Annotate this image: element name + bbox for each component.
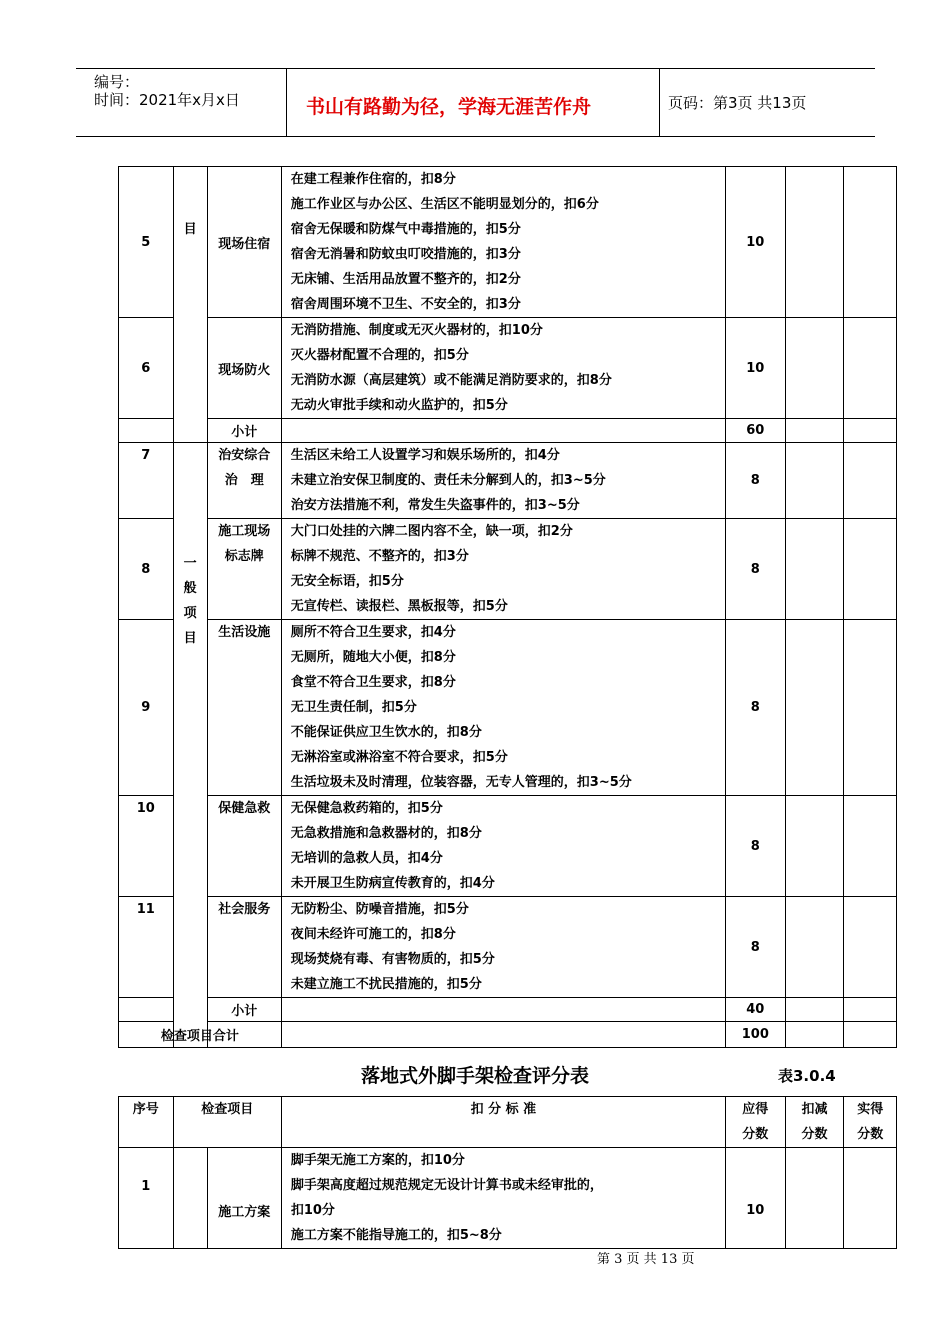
deduct-score-cell[interactable] <box>785 419 844 443</box>
actual-score-cell[interactable] <box>844 167 897 318</box>
col-header-line: 应得 <box>742 1102 769 1117</box>
deduct-score-cell[interactable] <box>785 998 844 1022</box>
criteria-line: 标牌不规范、不整齐的，扣3分 <box>290 549 469 564</box>
criteria-line: 大门口处挂的六牌二图内容不全，缺一项，扣2分 <box>290 524 573 539</box>
actual-score-cell[interactable] <box>844 419 897 443</box>
check-item: 现场防火 <box>207 318 281 419</box>
check-item-text: 施工方案 <box>218 1204 271 1220</box>
row-number: 6 <box>119 318 174 419</box>
should-score: 8 <box>725 519 785 620</box>
deduct-score-cell[interactable] <box>785 1022 844 1048</box>
empty-cell <box>281 998 725 1022</box>
criteria-line: 无厕所，随地大小便，扣8分 <box>290 650 456 665</box>
col-header-line: 分数 <box>801 1127 828 1142</box>
should-score: 8 <box>725 443 785 519</box>
deduct-score-cell[interactable] <box>785 796 844 897</box>
col-header-actual <box>844 1097 897 1148</box>
criteria-line: 脚手架高度超过规范规定无设计计算书或未经审批的， <box>290 1178 603 1193</box>
actual-score-cell[interactable] <box>844 897 897 998</box>
col-header-criteria <box>281 1097 725 1148</box>
should-score: 8 <box>725 796 785 897</box>
deduct-score-cell[interactable] <box>785 318 844 419</box>
check-item <box>207 620 281 796</box>
category-char: 项 <box>183 606 197 621</box>
row-number <box>119 1148 174 1249</box>
criteria-list <box>281 796 725 897</box>
criteria-list <box>281 897 725 998</box>
criteria-line: 无卫生责任制，扣5分 <box>290 700 417 715</box>
criteria-line: 在建工程兼作住宿的，扣8分 <box>290 172 456 187</box>
page-footer: 第 3 页 共 13 页 <box>597 1252 695 1267</box>
actual-score-cell[interactable] <box>844 318 897 419</box>
scaffold-inspection-table <box>118 1096 897 1249</box>
row-number: 8 <box>119 519 174 620</box>
deduct-score-cell[interactable] <box>785 620 844 796</box>
category-char: 一 <box>183 556 197 571</box>
subtotal-row <box>119 998 897 1022</box>
table-row <box>119 897 897 998</box>
col-header-no <box>119 1097 174 1148</box>
total-label: 检查项目合计 <box>119 1022 282 1048</box>
col-header-criteria-text: 扣 分 标 准 <box>470 1102 537 1117</box>
criteria-list <box>281 1148 725 1249</box>
row-number: 9 <box>119 620 174 796</box>
actual-score-cell[interactable] <box>844 443 897 519</box>
sheet-table-number: 表3.0.4 <box>778 1067 836 1085</box>
deduct-score-cell[interactable] <box>785 1148 844 1249</box>
criteria-line: 宿舍无保暖和防煤气中毒措施的，扣5分 <box>290 222 521 237</box>
check-item-text: 社会服务 <box>218 902 271 917</box>
criteria-line: 无消防措施、制度或无灭火器材的，扣10分 <box>290 323 543 338</box>
row-number-text: 10 <box>136 801 155 816</box>
header-motto: 书山有路勤为径，学海无涯苦作舟 <box>306 96 592 118</box>
table-row <box>119 620 897 796</box>
check-item-text: 生活设施 <box>218 625 271 640</box>
total-row <box>119 1022 897 1048</box>
criteria-line: 食堂不符合卫生要求，扣8分 <box>290 675 456 690</box>
header-page-label: 页码：第3页 共13页 <box>668 94 807 112</box>
check-item <box>207 1148 281 1249</box>
inspection-table-continued <box>118 166 897 1048</box>
check-item <box>207 796 281 897</box>
empty-cell <box>281 419 725 443</box>
check-item <box>207 443 281 519</box>
criteria-line: 宿舍无消暑和防蚊虫叮咬措施的，扣3分 <box>290 247 521 262</box>
criteria-line: 厕所不符合卫生要求，扣4分 <box>290 625 456 640</box>
criteria-line: 施工方案不能指导施工的，扣5~8分 <box>290 1228 502 1243</box>
criteria-line: 未建立施工不扰民措施的，扣5分 <box>290 977 482 992</box>
empty-cell <box>119 998 174 1022</box>
col-header-line: 分数 <box>742 1127 769 1142</box>
sheet-title: 落地式外脚手架检查评分表 <box>361 1065 590 1087</box>
actual-score-cell[interactable] <box>844 796 897 897</box>
actual-score-cell[interactable] <box>844 1148 897 1249</box>
category-cell <box>173 1148 207 1249</box>
check-item-text: 保健急救 <box>218 801 271 816</box>
row-number <box>119 897 174 998</box>
subtotal-score: 60 <box>725 419 785 443</box>
doc-number-label: 编号： <box>94 73 140 91</box>
actual-score-cell[interactable] <box>844 620 897 796</box>
deduct-score-cell[interactable] <box>785 443 844 519</box>
criteria-list <box>281 167 725 318</box>
table-row <box>119 443 897 519</box>
actual-score-cell[interactable] <box>844 519 897 620</box>
subtotal-label: 小计 <box>207 419 281 443</box>
criteria-line: 无防粉尘、防噪音措施，扣5分 <box>290 902 469 917</box>
col-header-should <box>725 1097 785 1148</box>
check-item-line: 治 理 <box>224 473 264 488</box>
criteria-line: 施工作业区与办公区、生活区不能明显划分的，扣6分 <box>290 197 599 212</box>
criteria-line: 无动火审批手续和动火监护的，扣5分 <box>290 398 508 413</box>
col-header-item <box>173 1097 281 1148</box>
check-item-line: 标志牌 <box>224 549 264 564</box>
criteria-line: 脚手架无施工方案的，扣10分 <box>290 1153 465 1168</box>
category-char: 般 <box>183 581 197 596</box>
doc-date-label: 时间：2021年x月x日 <box>94 91 240 109</box>
table-row <box>119 796 897 897</box>
header-divider-left <box>286 68 287 136</box>
row-number-text: 1 <box>141 1178 151 1194</box>
col-header-item-text: 检查项目 <box>201 1102 254 1117</box>
total-score: 100 <box>725 1022 785 1048</box>
should-score: 8 <box>725 620 785 796</box>
actual-score-cell[interactable] <box>844 998 897 1022</box>
col-header-line: 分数 <box>857 1127 884 1142</box>
criteria-line: 不能保证供应卫生饮水的，扣8分 <box>290 725 482 740</box>
criteria-line: 无保健急救药箱的，扣5分 <box>290 801 443 816</box>
row-number <box>119 443 174 519</box>
header-divider-right <box>659 68 660 136</box>
category-cell-upper <box>173 167 207 443</box>
criteria-line: 无淋浴室或淋浴室不符合要求，扣5分 <box>290 750 508 765</box>
criteria-line: 无急救措施和急救器材的，扣8分 <box>290 826 482 841</box>
check-item <box>207 519 281 620</box>
check-item-line: 治安综合 <box>218 448 271 463</box>
col-header-line: 实得 <box>857 1102 884 1117</box>
col-header-deduct <box>785 1097 844 1148</box>
header-row <box>119 1097 897 1148</box>
criteria-line: 无安全标语，扣5分 <box>290 574 404 589</box>
category-char: 目 <box>183 631 197 646</box>
criteria-line: 无床铺、生活用品放置不整齐的，扣2分 <box>290 272 521 287</box>
should-score <box>725 1148 785 1249</box>
subtotal-score: 40 <box>725 998 785 1022</box>
criteria-line: 生活垃圾未及时清理，位装容器，无专人管理的，扣3~5分 <box>290 775 632 790</box>
criteria-line: 扣10分 <box>290 1203 335 1218</box>
row-number-text: 7 <box>141 448 151 463</box>
criteria-line: 夜间未经许可施工的，扣8分 <box>290 927 456 942</box>
category-general <box>173 443 207 1048</box>
check-item: 现场住宿 <box>207 167 281 318</box>
should-score: 8 <box>725 897 785 998</box>
deduct-score-cell[interactable] <box>785 167 844 318</box>
criteria-line: 未开展卫生防病宣传教育的，扣4分 <box>290 876 495 891</box>
criteria-list <box>281 318 725 419</box>
row-number: 5 <box>119 167 174 318</box>
should-score-text: 10 <box>746 1202 765 1218</box>
row-number-text: 11 <box>136 902 155 917</box>
criteria-line: 无培训的急救人员，扣4分 <box>290 851 443 866</box>
check-item <box>207 897 281 998</box>
subtotal-row <box>119 419 897 443</box>
criteria-line: 现场焚烧有毒、有害物质的，扣5分 <box>290 952 495 967</box>
table-row <box>119 167 897 318</box>
criteria-list <box>281 519 725 620</box>
header-bottom-rule <box>76 136 875 137</box>
subtotal-label: 小计 <box>207 998 281 1022</box>
criteria-line: 无消防水源（高层建筑）或不能满足消防要求的，扣8分 <box>290 373 612 388</box>
criteria-line: 生活区未给工人设置学习和娱乐场所的，扣4分 <box>290 448 560 463</box>
empty-cell <box>119 419 174 443</box>
category-char: 目 <box>183 222 197 237</box>
criteria-list <box>281 443 725 519</box>
table-row <box>119 519 897 620</box>
table-row <box>119 1148 897 1249</box>
criteria-line: 治安方法措施不利，常发生失盗事件的，扣3~5分 <box>290 498 580 513</box>
actual-score-cell[interactable] <box>844 1022 897 1048</box>
header-top-rule <box>76 68 875 69</box>
empty-cell <box>281 1022 725 1048</box>
criteria-line: 灭火器材配置不合理的，扣5分 <box>290 348 469 363</box>
criteria-list <box>281 620 725 796</box>
criteria-line: 无宣传栏、读报栏、黑板报等，扣5分 <box>290 599 508 614</box>
check-item-line: 施工现场 <box>218 524 271 539</box>
criteria-line: 未建立治安保卫制度的、责任未分解到人的，扣3~5分 <box>290 473 606 488</box>
should-score: 10 <box>725 318 785 419</box>
criteria-line: 宿舍周围环境不卫生、不安全的，扣3分 <box>290 297 521 312</box>
col-header-line: 扣减 <box>801 1102 828 1117</box>
should-score: 10 <box>725 167 785 318</box>
deduct-score-cell[interactable] <box>785 519 844 620</box>
table-row <box>119 318 897 419</box>
col-header-no-text: 序号 <box>132 1102 159 1117</box>
deduct-score-cell[interactable] <box>785 897 844 998</box>
row-number <box>119 796 174 897</box>
